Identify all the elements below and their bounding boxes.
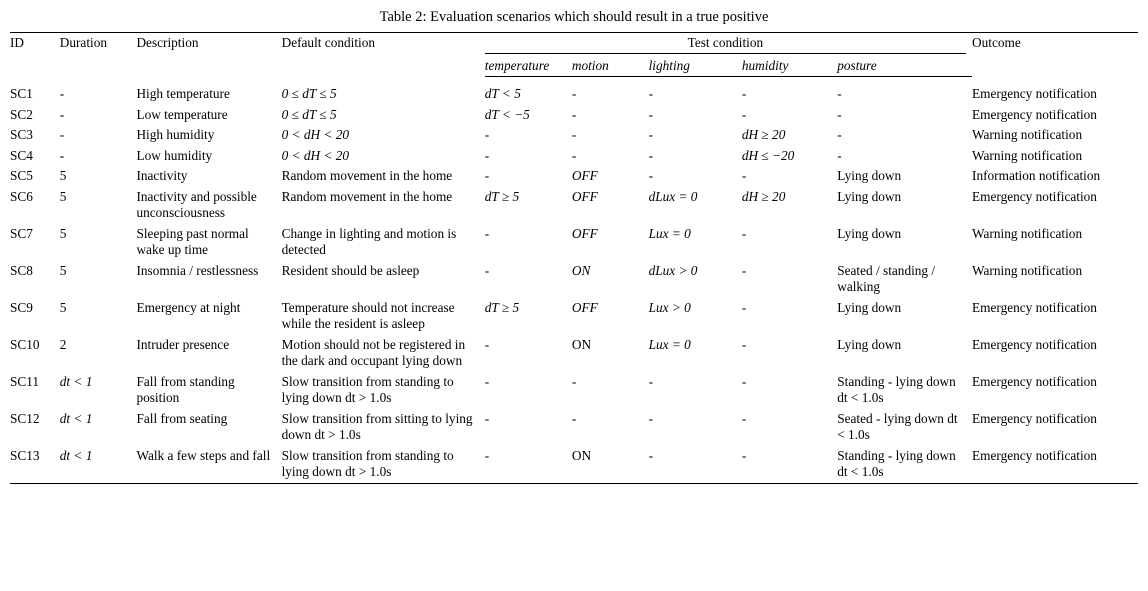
col-header-duration: Duration	[60, 33, 137, 77]
cell-id: SC1	[10, 86, 33, 101]
cell-lighting: dLux = 0	[648, 188, 698, 204]
cell-outcome: Warning notification	[972, 225, 1083, 241]
cell-motion: ON	[571, 262, 591, 278]
cell-default: 0 < dH < 20	[281, 147, 350, 163]
cell-lighting: -	[649, 446, 742, 484]
col-header-default-condition: Default condition	[282, 33, 485, 77]
cell-duration: 5	[59, 262, 67, 278]
cell-description: Sleeping past normal wake up time	[136, 225, 249, 257]
cell-id: SC3	[10, 127, 33, 142]
cell-default: Motion should not be registered in the dark and occupant lying down	[281, 336, 466, 368]
cell-motion: OFF	[571, 188, 598, 204]
cell-temperature: dT < −5	[484, 106, 530, 122]
cell-lighting: -	[648, 373, 653, 389]
cell-humidity: -	[742, 446, 837, 484]
cell-motion: -	[571, 410, 577, 426]
cell-motion: OFF	[571, 168, 598, 183]
cell-id: SC8	[10, 262, 33, 278]
cell-id: SC4	[10, 147, 33, 163]
cell-outcome: Emergency notification	[972, 373, 1097, 389]
table-row	[10, 146, 1138, 167]
cell-duration: -	[59, 86, 65, 101]
cell-lighting: -	[648, 86, 653, 101]
cell-humidity: -	[741, 299, 747, 315]
cell-motion: -	[571, 373, 577, 389]
cell-temperature: dT ≥ 5	[484, 188, 520, 204]
cell-humidity: dH ≥ 20	[741, 188, 786, 204]
cell-humidity: dH ≥ 20	[741, 127, 786, 142]
cell-default: Random movement in the home	[281, 188, 453, 204]
cell-humidity: -	[741, 225, 747, 241]
cell-outcome: Emergency notification	[972, 410, 1097, 426]
cell-posture: Lying down	[837, 225, 902, 241]
col-header-motion: motion	[572, 56, 649, 77]
table-row	[10, 261, 1138, 298]
cell-duration: dt < 1	[59, 410, 93, 426]
table-row	[10, 409, 1138, 446]
spacer	[10, 77, 1138, 85]
cell-duration: dt < 1	[60, 446, 137, 484]
evaluation-scenarios-table	[10, 32, 1138, 484]
col-header-humidity: humidity	[742, 56, 837, 77]
cell-temperature: -	[484, 373, 490, 389]
cell-duration: 5	[59, 188, 67, 204]
table-row	[10, 298, 1138, 335]
table-caption: Table 2: Evaluation scenarios which should result in a true positive	[379, 9, 769, 25]
cell-description: Low temperature	[136, 106, 228, 122]
cell-lighting: dLux > 0	[648, 262, 698, 278]
cell-motion: -	[571, 106, 577, 122]
cell-description: Insomnia / restlessness	[136, 262, 259, 278]
cell-temperature: -	[484, 168, 490, 183]
cell-id: SC11	[10, 373, 40, 389]
cell-motion: -	[571, 147, 577, 163]
cell-motion: -	[571, 86, 577, 101]
cell-temperature: dT ≥ 5	[484, 299, 520, 315]
cell-humidity: -	[741, 262, 747, 278]
cell-posture: Lying down	[837, 168, 902, 183]
cell-id: SC12	[10, 410, 40, 426]
cell-temperature: -	[484, 225, 490, 241]
cell-posture: -	[837, 147, 842, 163]
cell-posture: Seated / standing / walking	[837, 262, 936, 294]
cell-default: Resident should be asleep	[281, 262, 420, 278]
col-header-posture: posture	[837, 56, 972, 77]
cell-description: Fall from standing position	[136, 373, 235, 405]
cell-motion: OFF	[571, 225, 598, 241]
cell-description: Emergency at night	[136, 299, 241, 315]
table-row	[10, 187, 1138, 224]
cell-temperature: dT < 5	[484, 86, 521, 101]
cell-duration: 5	[59, 225, 67, 241]
cell-humidity: dH ≤ −20	[741, 147, 795, 163]
cell-default: Slow transition from standing to lying down dt > 1.0s	[281, 373, 454, 405]
table-row	[10, 105, 1138, 126]
table-row	[10, 166, 1138, 187]
cell-lighting: Lux = 0	[648, 225, 691, 241]
cell-description: Intruder presence	[136, 336, 230, 352]
cell-default: 0 < dH < 20	[281, 127, 350, 142]
cell-id: SC7	[10, 225, 33, 241]
table-row	[10, 446, 1138, 484]
cell-posture: Lying down	[837, 336, 902, 352]
cell-default: Change in lighting and motion is detected	[281, 225, 457, 257]
cell-humidity: -	[741, 410, 747, 426]
cell-description: Low humidity	[136, 147, 213, 163]
cell-motion: ON	[572, 446, 649, 484]
cell-temperature: -	[484, 262, 490, 278]
cell-temperature: -	[484, 127, 490, 142]
cell-description: Walk a few steps and fall	[136, 446, 281, 484]
cell-humidity: -	[741, 86, 747, 101]
cell-outcome: Emergency notification	[972, 106, 1097, 122]
cell-outcome: Emergency notification	[972, 446, 1138, 484]
cell-description: Inactivity	[136, 168, 188, 183]
cell-id: SC2	[10, 106, 33, 122]
table-row	[10, 224, 1138, 261]
cell-outcome: Warning notification	[972, 262, 1083, 278]
cell-outcome: Warning notification	[972, 127, 1083, 142]
cell-lighting: Lux = 0	[648, 336, 691, 352]
cell-lighting: -	[648, 168, 653, 183]
cell-humidity: -	[741, 336, 747, 352]
cell-lighting: -	[648, 410, 653, 426]
cell-default: Random movement in the home	[281, 168, 453, 183]
cell-posture: Standing - lying down dt < 1.0s	[837, 373, 956, 405]
col-header-description: Description	[136, 33, 281, 77]
table-body	[10, 77, 1138, 484]
cell-temperature: -	[484, 410, 490, 426]
cell-outcome: Emergency notification	[972, 188, 1097, 204]
cell-outcome: Emergency notification	[972, 299, 1097, 315]
cell-id: SC10	[10, 336, 40, 352]
cell-posture: -	[837, 106, 842, 122]
cell-lighting: -	[648, 106, 653, 122]
cell-id: SC13	[10, 446, 60, 484]
col-header-id: ID	[10, 33, 60, 77]
cell-posture: Lying down	[837, 299, 902, 315]
cell-posture: Lying down	[837, 188, 902, 204]
cell-description: Inactivity and possible unconsciousness	[136, 188, 257, 220]
cell-duration: 5	[59, 168, 67, 183]
cell-description: Fall from seating	[136, 410, 228, 426]
cell-outcome: Warning notification	[972, 147, 1083, 163]
cell-description: High humidity	[136, 127, 215, 142]
cell-description: High temperature	[136, 86, 230, 101]
cell-temperature: -	[485, 446, 572, 484]
cell-duration: dt < 1	[59, 373, 93, 389]
cell-temperature: -	[484, 336, 490, 352]
cell-duration: -	[59, 147, 65, 163]
cell-outcome: Emergency notification	[972, 336, 1097, 352]
cell-default: Slow transition from sitting to lying down dt > 1.0s	[281, 410, 473, 442]
cell-default: 0 ≤ dT ≤ 5	[281, 106, 337, 122]
table-header	[10, 33, 1138, 77]
header-row-primary	[10, 33, 1138, 56]
cell-outcome: Information notification	[972, 168, 1101, 183]
col-header-temperature: temperature	[485, 56, 572, 77]
col-header-test-condition-label: Test condition	[485, 35, 966, 54]
table-row	[10, 335, 1138, 372]
cell-default: Temperature should not increase while the resident is asleep	[281, 299, 455, 331]
cell-duration: 5	[59, 299, 67, 315]
cell-motion: -	[571, 127, 577, 142]
col-header-test-condition	[485, 33, 972, 56]
cell-lighting: -	[648, 127, 653, 142]
table-row	[10, 372, 1138, 409]
cell-duration: -	[59, 106, 65, 122]
cell-id: SC6	[10, 188, 33, 204]
cell-lighting: -	[648, 147, 653, 163]
cell-posture: -	[837, 127, 842, 142]
cell-motion: ON	[571, 336, 592, 352]
col-header-lighting: lighting	[649, 56, 742, 77]
cell-humidity: -	[741, 168, 747, 183]
cell-id: SC5	[10, 168, 33, 183]
cell-lighting: Lux > 0	[648, 299, 691, 315]
cell-default: Slow transition from standing to lying down dt > 1.0s	[282, 446, 485, 484]
cell-default: 0 ≤ dT ≤ 5	[281, 86, 337, 101]
cell-motion: OFF	[571, 299, 598, 315]
cell-id: SC9	[10, 299, 33, 315]
table-row	[10, 84, 1138, 105]
cell-duration: 2	[59, 336, 67, 352]
cell-duration: -	[59, 127, 65, 142]
cell-outcome: Emergency notification	[972, 86, 1097, 101]
table-row	[10, 125, 1138, 146]
cell-posture: -	[837, 86, 842, 101]
cell-posture: Standing - lying down dt < 1.0s	[837, 446, 972, 484]
cell-temperature: -	[484, 147, 490, 163]
col-header-outcome: Outcome	[972, 33, 1138, 77]
cell-humidity: -	[741, 106, 747, 122]
cell-posture: Seated - lying down dt < 1.0s	[837, 410, 958, 442]
cell-humidity: -	[741, 373, 747, 389]
